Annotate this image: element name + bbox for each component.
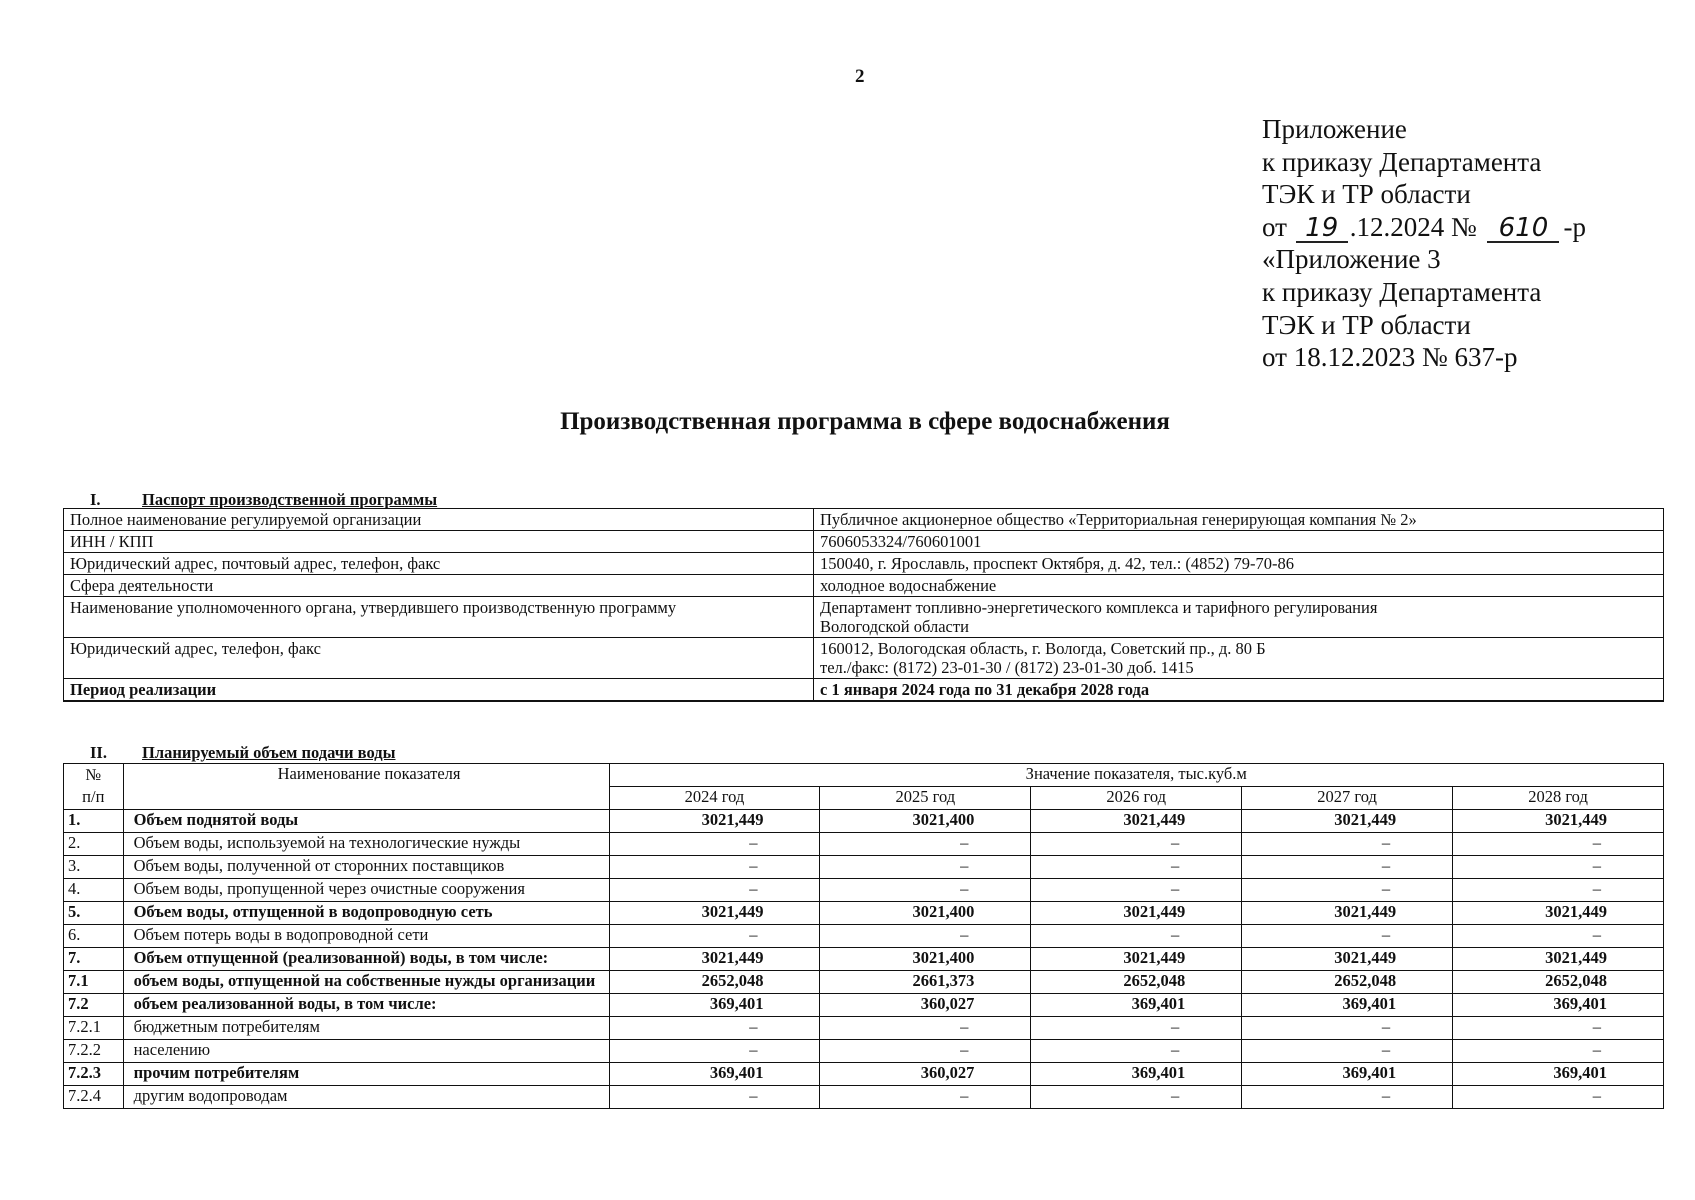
indicator-name: бюджетным потребителям bbox=[123, 1017, 609, 1040]
row-number: 7.2.4 bbox=[64, 1086, 124, 1109]
indicator-value: – bbox=[820, 879, 1031, 902]
row-number: 7.2.1 bbox=[64, 1017, 124, 1040]
indicator-value: – bbox=[820, 925, 1031, 948]
table-row bbox=[64, 553, 1664, 575]
document-title: Производственная программа в сфере водоснабжения bbox=[560, 408, 1170, 435]
table-row bbox=[64, 879, 1664, 902]
indicator-value: 3021,449 bbox=[1453, 948, 1664, 971]
indicator-value: – bbox=[1453, 1086, 1664, 1109]
indicator-value: 3021,449 bbox=[1031, 948, 1242, 971]
row-number: 7.2.2 bbox=[64, 1040, 124, 1063]
indicator-value: – bbox=[1031, 1086, 1242, 1109]
table-row bbox=[64, 948, 1664, 971]
table-row bbox=[64, 971, 1664, 994]
section-title: Планируемый объем подачи воды bbox=[142, 743, 396, 762]
indicator-value: 3021,400 bbox=[820, 948, 1031, 971]
table-row bbox=[64, 638, 1664, 679]
passport-value-line: 160012, Вологодская область, г. Вологда, Советский пр., д. 80 Б bbox=[820, 639, 1266, 658]
indicator-value: – bbox=[1242, 1086, 1453, 1109]
passport-value-line: Вологодской области bbox=[820, 617, 969, 636]
indicator-value: 3021,449 bbox=[1031, 810, 1242, 833]
indicator-name: Объем отпущенной (реализованной) воды, в том числе: bbox=[123, 948, 609, 971]
appendix-order-date-line bbox=[1262, 211, 1586, 244]
passport-label: Сфера деятельности bbox=[64, 575, 814, 597]
indicator-name: объем реализованной воды, в том числе: bbox=[123, 994, 609, 1017]
section-heading bbox=[90, 490, 437, 510]
indicator-value: – bbox=[1031, 856, 1242, 879]
indicator-value: 369,401 bbox=[609, 1063, 820, 1086]
appendix-line: ТЭК и ТР области bbox=[1262, 179, 1471, 210]
indicator-value: 3021,449 bbox=[1453, 902, 1664, 925]
indicator-value: 369,401 bbox=[1242, 1063, 1453, 1086]
indicator-value: – bbox=[1242, 833, 1453, 856]
passport-value-line: тел./факс: (8172) 23-01-30 / (8172) 23-01-30 доб. 1415 bbox=[820, 658, 1194, 677]
row-number: 7.2.3 bbox=[64, 1063, 124, 1086]
table-row bbox=[64, 1017, 1664, 1040]
indicator-value: – bbox=[609, 856, 820, 879]
passport-value: с 1 января 2024 года по 31 декабря 2028 года bbox=[814, 679, 1664, 702]
table-row bbox=[64, 833, 1664, 856]
header-year: 2027 год bbox=[1242, 787, 1453, 810]
table-row bbox=[64, 531, 1664, 553]
indicator-value: – bbox=[1453, 1017, 1664, 1040]
indicator-value: 3021,449 bbox=[1242, 948, 1453, 971]
indicator-value: 360,027 bbox=[820, 1063, 1031, 1086]
indicator-value: 2652,048 bbox=[1242, 971, 1453, 994]
indicator-name: объем воды, отпущенной на собственные нужды организации bbox=[123, 971, 609, 994]
section-number: I. bbox=[90, 490, 101, 509]
indicator-value: – bbox=[609, 1017, 820, 1040]
row-number: 5. bbox=[64, 902, 124, 925]
indicator-name: Объем воды, отпущенной в водопроводную сеть bbox=[123, 902, 609, 925]
indicator-value: – bbox=[1242, 1017, 1453, 1040]
indicator-value: 3021,400 bbox=[820, 902, 1031, 925]
passport-label: Юридический адрес, почтовый адрес, телефон, факс bbox=[64, 553, 814, 575]
row-number: 6. bbox=[64, 925, 124, 948]
table-row bbox=[64, 575, 1664, 597]
header-value-group: Значение показателя, тыс.куб.м bbox=[609, 764, 1663, 787]
indicator-name: Объем воды, пропущенной через очистные сооружения bbox=[123, 879, 609, 902]
table-row bbox=[64, 902, 1664, 925]
indicator-value: – bbox=[820, 856, 1031, 879]
page-number: 2 bbox=[855, 66, 865, 87]
indicator-value: – bbox=[1242, 879, 1453, 902]
indicator-name: Объем поднятой воды bbox=[123, 810, 609, 833]
indicator-value: 360,027 bbox=[820, 994, 1031, 1017]
table-header-row bbox=[64, 764, 1664, 787]
appendix-line: к приказу Департамента bbox=[1262, 276, 1542, 307]
indicator-name: Объем воды, используемой на технологические нужды bbox=[123, 833, 609, 856]
table-row bbox=[64, 856, 1664, 879]
water-volume-table bbox=[63, 763, 1664, 1109]
indicator-value: 2652,048 bbox=[609, 971, 820, 994]
indicator-value: – bbox=[609, 879, 820, 902]
row-number: 7.1 bbox=[64, 971, 124, 994]
indicator-value: 369,401 bbox=[1453, 994, 1664, 1017]
indicator-value: – bbox=[1031, 925, 1242, 948]
row-number: 1. bbox=[64, 810, 124, 833]
indicator-value: – bbox=[609, 1086, 820, 1109]
handwritten-day: 19 bbox=[1296, 215, 1348, 243]
row-number: 2. bbox=[64, 833, 124, 856]
row-number: 3. bbox=[64, 856, 124, 879]
passport-label: Полное наименование регулируемой организации bbox=[64, 509, 814, 531]
table-row bbox=[64, 810, 1664, 833]
indicator-value: – bbox=[1453, 879, 1664, 902]
indicator-value: – bbox=[820, 1086, 1031, 1109]
indicator-value: – bbox=[820, 1017, 1031, 1040]
indicator-value: 3021,449 bbox=[1242, 902, 1453, 925]
passport-table bbox=[63, 508, 1664, 702]
indicator-name: прочим потребителям bbox=[123, 1063, 609, 1086]
header-indicator-name: Наименование показателя bbox=[123, 764, 609, 810]
passport-value: 7606053324/760601001 bbox=[814, 531, 1664, 553]
appendix-line: Приложение bbox=[1262, 114, 1407, 144]
indicator-value: – bbox=[1242, 1040, 1453, 1063]
order-date-prefix: от bbox=[1262, 211, 1287, 242]
indicator-value: – bbox=[1031, 833, 1242, 856]
table-row bbox=[64, 994, 1664, 1017]
section-title: Паспорт производственной программы bbox=[142, 490, 438, 509]
indicator-value: 2652,048 bbox=[1453, 971, 1664, 994]
indicator-value: 3021,449 bbox=[609, 902, 820, 925]
indicator-value: 3021,449 bbox=[609, 810, 820, 833]
header-year: 2024 год bbox=[609, 787, 820, 810]
indicator-value: – bbox=[1453, 856, 1664, 879]
indicator-value: – bbox=[1242, 856, 1453, 879]
indicator-value: 2661,373 bbox=[820, 971, 1031, 994]
indicator-value: – bbox=[820, 1040, 1031, 1063]
indicator-name: населению bbox=[123, 1040, 609, 1063]
indicator-value: – bbox=[609, 925, 820, 948]
passport-value bbox=[814, 597, 1664, 638]
section-heading bbox=[90, 743, 396, 763]
indicator-value: – bbox=[1031, 879, 1242, 902]
indicator-value: 369,401 bbox=[1031, 1063, 1242, 1086]
passport-value: 150040, г. Ярославль, проспект Октября, д. 42, тел.: (4852) 79-70-86 bbox=[814, 553, 1664, 575]
indicator-name: Объем воды, полученной от сторонних поставщиков bbox=[123, 856, 609, 879]
indicator-value: – bbox=[1453, 925, 1664, 948]
header-year: 2025 год bbox=[820, 787, 1031, 810]
passport-value bbox=[814, 638, 1664, 679]
indicator-value: – bbox=[1031, 1040, 1242, 1063]
table-row bbox=[64, 597, 1664, 638]
indicator-value: – bbox=[609, 833, 820, 856]
passport-label: Наименование уполномоченного органа, утвердившего производственную программу bbox=[64, 597, 814, 638]
handwritten-order-number: 610 bbox=[1487, 215, 1559, 243]
table-row bbox=[64, 1086, 1664, 1109]
table-row bbox=[64, 925, 1664, 948]
appendix-line: от 18.12.2023 № 637-р bbox=[1262, 342, 1518, 373]
indicator-value: – bbox=[1031, 1017, 1242, 1040]
passport-value: холодное водоснабжение bbox=[814, 575, 1664, 597]
indicator-value: 3021,449 bbox=[609, 948, 820, 971]
indicator-value: – bbox=[1453, 833, 1664, 856]
indicator-value: – bbox=[820, 833, 1031, 856]
table-row bbox=[64, 1040, 1664, 1063]
indicator-value: – bbox=[1242, 925, 1453, 948]
header-number-line: № bbox=[85, 765, 102, 784]
table-row bbox=[64, 509, 1664, 531]
header-number bbox=[64, 764, 124, 810]
passport-value: Публичное акционерное общество «Территориальная генерирующая компания № 2» bbox=[814, 509, 1664, 531]
table-row bbox=[64, 1063, 1664, 1086]
order-date-middle: .12.2024 № bbox=[1349, 211, 1477, 242]
row-number: 4. bbox=[64, 879, 124, 902]
header-number-line: п/п bbox=[82, 787, 105, 806]
passport-label: Период реализации bbox=[64, 679, 814, 702]
indicator-value: 369,401 bbox=[1453, 1063, 1664, 1086]
appendix-line: ТЭК и ТР области bbox=[1262, 309, 1471, 340]
section-number: II. bbox=[90, 743, 107, 762]
indicator-value: 2652,048 bbox=[1031, 971, 1242, 994]
row-number: 7. bbox=[64, 948, 124, 971]
appendix-line: «Приложение 3 bbox=[1262, 244, 1441, 275]
indicator-value: 3021,449 bbox=[1453, 810, 1664, 833]
indicator-value: 369,401 bbox=[1242, 994, 1453, 1017]
indicator-value: 369,401 bbox=[609, 994, 820, 1017]
table-row bbox=[64, 679, 1664, 702]
header-year: 2028 год bbox=[1453, 787, 1664, 810]
order-suffix: -р bbox=[1563, 211, 1586, 242]
indicator-name: Объем потерь воды в водопроводной сети bbox=[123, 925, 609, 948]
passport-label: Юридический адрес, телефон, факс bbox=[64, 638, 814, 679]
indicator-value: 3021,449 bbox=[1242, 810, 1453, 833]
passport-value-line: Департамент топливно-энергетического комплекса и тарифного регулирования bbox=[820, 598, 1378, 617]
row-number: 7.2 bbox=[64, 994, 124, 1017]
indicator-value: 3021,449 bbox=[1031, 902, 1242, 925]
indicator-value: 3021,400 bbox=[820, 810, 1031, 833]
appendix-line: к приказу Департамента bbox=[1262, 146, 1542, 177]
water-volume-body bbox=[64, 810, 1664, 1109]
indicator-value: 369,401 bbox=[1031, 994, 1242, 1017]
indicator-value: – bbox=[1453, 1040, 1664, 1063]
indicator-value: – bbox=[609, 1040, 820, 1063]
header-year: 2026 год bbox=[1031, 787, 1242, 810]
passport-label: ИНН / КПП bbox=[64, 531, 814, 553]
indicator-name: другим водопроводам bbox=[123, 1086, 609, 1109]
appendix-block bbox=[1262, 113, 1586, 374]
